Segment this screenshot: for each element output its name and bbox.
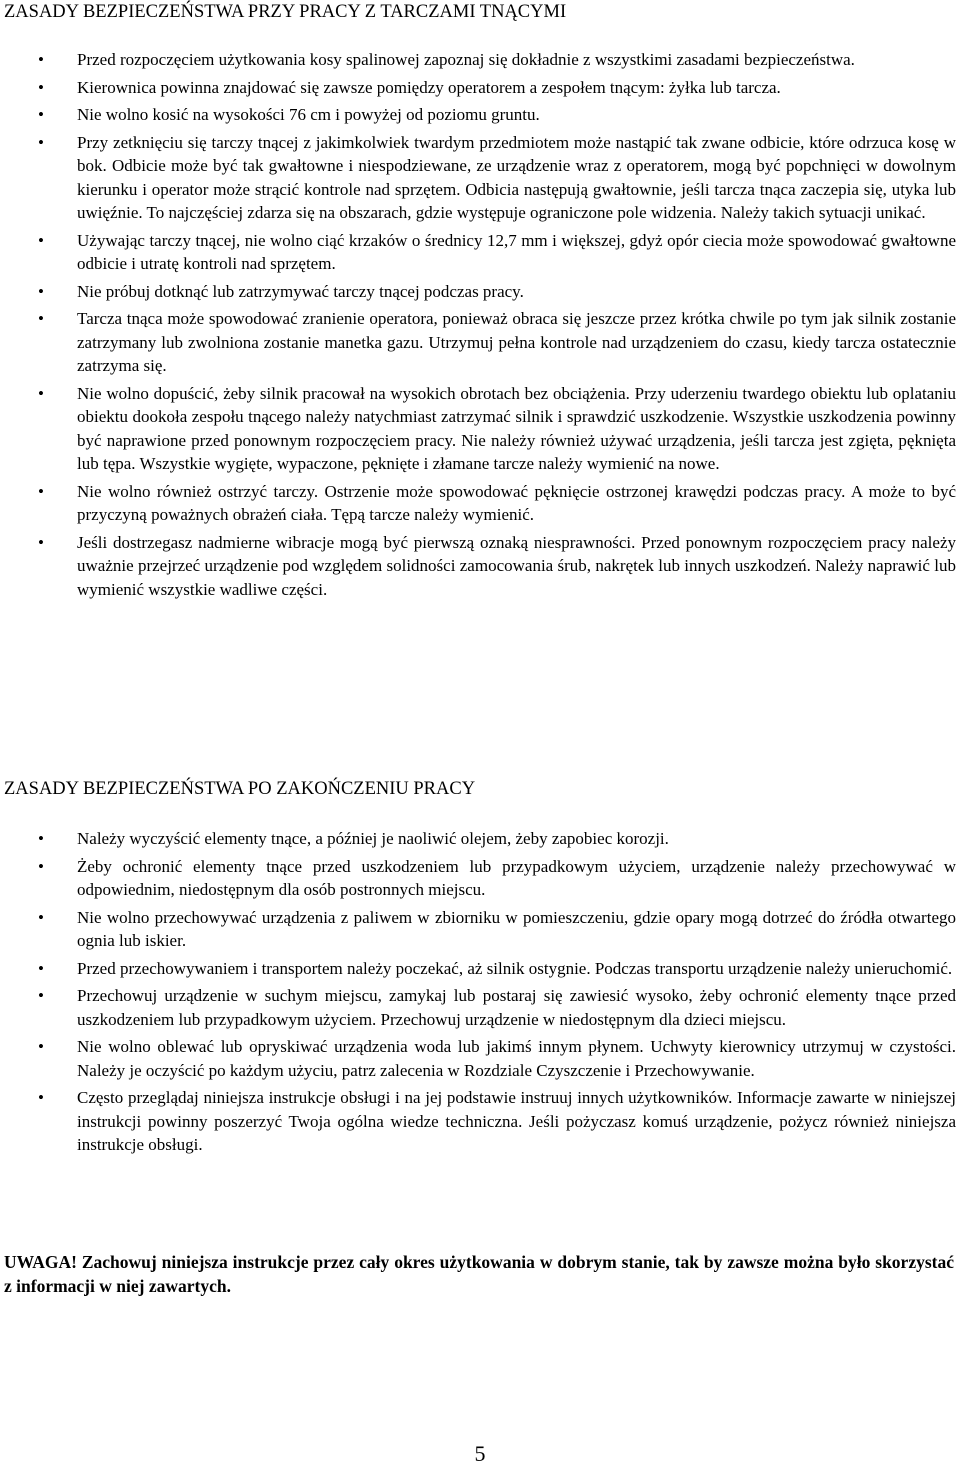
bullet-icon: • [38,309,44,328]
list-item-text: Kierownica powinna znajdować się zawsze pomiędzy operatorem a zespołem tnącym: żyłka lub tarcza. [77,77,781,97]
bullet-icon: • [38,132,44,152]
list-item-text: Należy wyczyścić elementy tnące, a później je naoliwić olejem, żeby zapobiec korozji. [77,829,669,848]
list-item [0,131,960,225]
list-item [0,103,960,127]
rules-list-after-work [0,827,960,1161]
bullet-icon: • [38,77,44,97]
list-item-text: Jeśli dostrzegasz nadmierne wibracje mogą być pierwszą oznaką niesprawności. Przed ponownym rozpoczęciem pracy należy uważnie przejrzeć urządzenie pod względem solidności zamocowania śrub, nakrętek lub innych uszkodzeń. Należy naprawić lub wymienić wszystkie wadliwe części. [77,532,956,599]
page-number: 5 [474,1441,486,1466]
section-title-cutting-discs: ZASADY BEZPIECZEŃSTWA PRZY PRACY Z TARCZAMI TNĄCYMI [4,2,567,22]
list-item [0,855,960,902]
bullet-icon: • [38,1088,44,1107]
list-item [0,280,960,304]
list-item-text: Nie próbuj dotknąć lub zatrzymywać tarczy tnącej podczas pracy. [77,281,524,301]
list-item-text: Tarcza tnąca może spowodować zranienie operatora, ponieważ obraca się jeszcze przez krótka chwile po tym jak silnik zostanie zatrzymany lub zwolniona zostanie manetka gazu. Utrzymuj pełna kontrole nad urządzeniem do czasu, kiedy tarcza ostatecznie zatrzyma się. [77,309,956,375]
bullet-icon: • [38,986,44,1005]
bullet-icon: • [38,383,44,403]
bullet-icon: • [38,829,44,848]
bullet-icon: • [38,958,44,978]
rules-list-cutting-discs [0,48,960,605]
bullet-icon: • [38,856,44,876]
list-item [0,984,960,1031]
bullet-icon: • [38,1037,44,1056]
list-item-text: Używając tarczy tnącej, nie wolno ciąć krzaków o średnicy 12,7 mm i większej, gdyż opór ciecia może spowodować gwałtowne odbicie i utratę kontroli nad sprzętem. [77,230,956,273]
bullet-icon: • [38,230,44,250]
list-item-text: Przed rozpoczęciem użytkowania kosy spalinowej zapoznaj się dokładnie z wszystkimi zasadami bezpieczeństwa. [77,50,855,69]
list-item-text: Nie wolno oblewać lub opryskiwać urządzenia woda lub jakimś innym płynem. Uchwyty kierownicy utrzymuj w czystości. Należy je oczyścić po każdym użyciu, patrz zalecenia w Rozdziale Czyszczenie i Przechowywanie. [77,1037,956,1080]
list-item-text: Przechowuj urządzenie w suchym miejscu, zamykaj lub postaraj się zawiesić wysoko, żeby ochronić elementy tnące przed uszkodzeniem lub przypadkowym użyciem. Przechowuj urządzenie w niedostępnym dla dzieci miejscu. [77,986,956,1029]
bullet-icon: • [38,281,44,301]
list-item [0,48,960,72]
list-item-text: Nie wolno dopuścić, żeby silnik pracował na wysokich obrotach bez obciążenia. Przy uderzeniu twardego obiektu lub oplataniu obiektu dookoła zespołu tnącego należy natychmiast zatrzymać silnik i sprawdzić uszkodzenie. Wszystkie uszkodzenia powinny być naprawione przed ponownym rozpoczęciem pracy. Nie należy również używać urządzenia, jeśli tarcza jest zgięta, pęknięta lub tępa. Wszystkie wygięte, wypaczone, pęknięte i złamane tarcze należy wymienić na nowe. [77,383,956,473]
list-item [0,480,960,527]
bullet-icon: • [38,532,44,552]
list-item [0,1086,960,1157]
list-item [0,1035,960,1082]
list-item-text: Przed przechowywaniem i transportem należy poczekać, aż silnik ostygnie. Podczas transportu urządzenie należy unieruchomić. [77,958,953,978]
list-item-text: Przy zetknięciu się tarczy tnącej z jakimkolwiek twardym przedmiotem może nastąpić tak zwane odbicie, które odrzuca kosę w bok. Odbicie może być tak gwałtowne i niespodziewane, ze urządzenie wraz z operatorem, mogą być popchnięci w dowolnym kierunku i operator może strącić kontrole nad sprzętem. Odbicia następują gwałtownie, jeśli tarcza tnąca zaczepia się, utyka lub uwięźnie. To najczęściej zdarza się na obszarach, gdzie występuje ograniczone pole widzenia. Należy takich sytuacji unikać. [77,132,956,222]
section-title-after-work: ZASADY BEZPIECZEŃSTWA PO ZAKOŃCZENIU PRACY [4,779,476,799]
list-item [0,827,960,851]
list-item [0,382,960,476]
bullet-icon: • [38,105,44,124]
list-item [0,76,960,100]
list-item-text: Nie wolno również ostrzyć tarczy. Ostrzenie może spowodować pęknięcie ostrzonej krawędzi podczas pracy. A może to być przyczyną poważnych obrażeń ciała. Tępą tarcze należy wymienić. [77,481,956,524]
list-item-text: Nie wolno kosić na wysokości 76 cm i powyżej od poziomu gruntu. [77,105,540,124]
bullet-icon: • [38,481,44,501]
list-item-text: Często przeglądaj niniejsza instrukcje obsługi i na jej podstawie instruuj innych użytkowników. Informacje zawarte w niniejszej instrukcji powinny poszerzyć Twoja ogólna wiedze techniczna. Jeśli pożyczasz komuś urządzenie, pożycz również niniejsza instrukcje obsługi. [77,1088,956,1154]
bullet-icon: • [38,50,44,69]
list-item-text: Żeby ochronić elementy tnące przed uszkodzeniem lub przypadkowym użyciem, urządzenie należy przechowywać w odpowiednim, niedostępnym dla osób postronnych miejscu. [77,856,956,899]
list-item [0,957,960,981]
list-item [0,531,960,602]
warning-note: UWAGA! Zachowuj niniejsza instrukcje przez cały okres użytkowania w dobrym stanie, tak by zawsze można było skorzystać z informacji w niej zawartych. [4,1252,954,1296]
list-item-text: Nie wolno przechowywać urządzenia z paliwem w zbiorniku w pomieszczeniu, gdzie opary mogą dotrzeć do źródła otwartego ognia lub iskier. [77,907,956,950]
list-item [0,906,960,953]
list-item [0,229,960,276]
bullet-icon: • [38,907,44,927]
list-item [0,307,960,378]
